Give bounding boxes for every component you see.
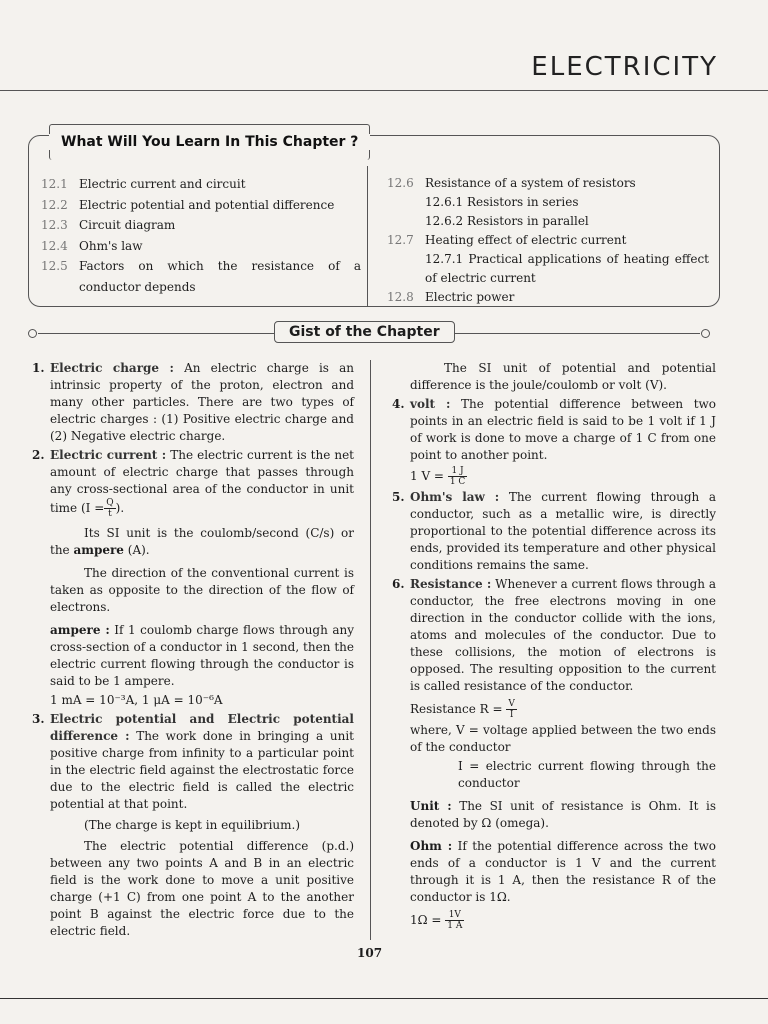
gist-item: 3. Electric potential and Electric potential difference : The work done in bringing a unit positive charge from infinity to a particular point in the electric field against the electrostatic force due to the electric field is called the electric potential at that point.	[32, 712, 354, 811]
gist-item: 5. Ohm's law : The current flowing through a conductor, such as a metallic wire, is directly proportional to the potential difference across its ends, provided its temperature and other physical conditions remains the same.	[392, 490, 716, 572]
list-item: 12.6 Resistance of a system of resistors	[387, 176, 636, 190]
resistance-formula: Resistance R = $\frac{V}{I}$	[410, 699, 515, 720]
list-item: 12.7.1 Practical applications of heating effect of electric current	[425, 252, 709, 285]
gist-item: 4. volt : The potential difference between two points in an electric field is said to be 1 volt if 1 J of work is done to move a charge of 1 C from one point to another point.	[392, 397, 717, 462]
formula-where-current: I = electric current flowing through the conductor	[458, 759, 716, 790]
gist-item: 6. Resistance : Whenever a current flows through a conductor, the free electrons moving in one direction in the conductor collide with the ions, atoms and molecules of the conductor. Due to these collisions, the motion of electrons is opposed. The resulting opposition to the current is called resistance of the conductor.	[392, 577, 716, 693]
gist-header	[28, 324, 710, 347]
potential-difference-definition: The electric potential difference (p.d.) between any two points A and B in an electric field is the work done to move a unit positive charge (+1 C) from one point A to the another point B against the electric force due to the electric field.	[50, 839, 354, 938]
unit-conversion: 1 mA = 10⁻³A, 1 μA = 10⁻⁶A	[50, 693, 223, 707]
gist-item: 1. Electric charge : An electric charge is an intrinsic property of the proton, electron and many other particles. There are two types of electric charges : (1) Positive electric charge and (2) Negative electric charge.	[32, 361, 354, 443]
list-item: 12.8 Electric power	[387, 290, 515, 304]
learn-divider	[367, 166, 368, 306]
gist-title: Gist of the Chapter	[274, 321, 455, 343]
list-item: 12.4 Ohm's law	[41, 238, 143, 253]
ohm-formula: 1Ω = $\frac{1V}{1 A}$	[410, 910, 463, 931]
list-item: 12.6.2 Resistors in parallel	[425, 214, 589, 228]
footer-rule	[0, 998, 768, 999]
current-formula: (I = $\frac{Q}{t}$ ).	[80, 498, 125, 519]
formula-where-voltage: where, V = voltage applied between the two ends of the conductor	[410, 723, 716, 754]
volt-formula: 1 V = $\frac{1 J}{1 C}$	[410, 466, 466, 487]
ohm-definition: Ohm : If the potential difference across the two ends of a conductor is 1 V and the current through it is 1 A, then the resistance R of the conductor is 1Ω.	[410, 839, 716, 904]
learn-list-right	[387, 174, 709, 307]
resistance-unit: Unit : The SI unit of resistance is Ohm. It is denoted by Ω (omega).	[410, 799, 716, 830]
list-item: 12.6.1 Resistors in series	[425, 195, 579, 209]
page-number: 107	[357, 946, 383, 960]
list-item: 12.1 Electric current and circuit	[41, 177, 246, 191]
left-column	[32, 360, 354, 940]
current-direction: The direction of the conventional current is taken as opposite to the direction of the flow of electrons.	[50, 566, 354, 614]
list-item: 12.2 Electric potential and potential difference	[41, 197, 335, 212]
si-unit-potential: The SI unit of potential and potential difference is the joule/coulomb or volt (V).	[410, 361, 716, 392]
header-rule	[0, 90, 768, 91]
ampere-definition: ampere : If 1 coulomb charge flows through any cross-section of a conductor in 1 second, then the electric current flowing through the conductor is said to be 1 ampere.	[50, 623, 355, 688]
circle-icon	[28, 329, 37, 338]
column-divider	[370, 360, 371, 940]
list-item: 12.5 Factors on which the resistance of a conductor depends	[41, 259, 361, 294]
equilibrium-note: (The charge is kept in equilibrium.)	[84, 818, 301, 832]
list-item: 12.7 Heating effect of electric current	[387, 233, 627, 247]
gist-item: 2. Electric current : The electric current is the net amount of electric charge that passes through any cross-sectional area of the conductor in unit time (I = $\frac{Q}{t}$ ).	[32, 448, 354, 519]
learn-box	[28, 135, 720, 307]
learn-box-title: What Will You Learn In This Chapter ?	[49, 134, 370, 150]
chapter-title: ELECTRICITY	[531, 52, 718, 82]
si-unit-current: Its SI unit is the coulomb/second (C/s) or the ampere (A).	[50, 526, 354, 557]
right-column	[392, 360, 716, 931]
learn-list-left	[41, 174, 361, 297]
circle-icon	[701, 329, 710, 338]
list-item: 12.3 Circuit diagram	[41, 218, 176, 232]
